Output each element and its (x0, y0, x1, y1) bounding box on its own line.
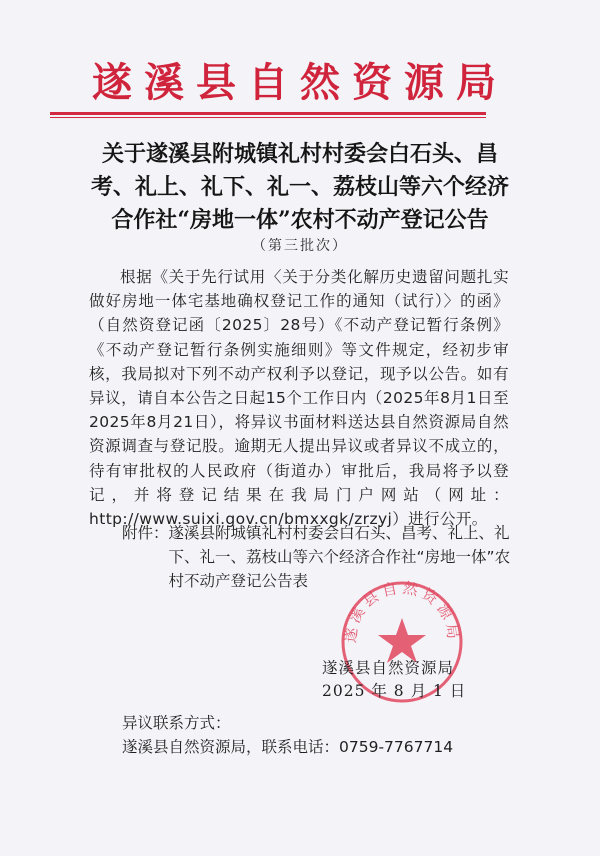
signature-date: 2025 年 8 月 1 日 (322, 682, 467, 700)
contact-label: 异议联系方式： (122, 714, 231, 732)
body-paragraph: 根据《关于先行试用〈关于分类化解历史遗留问题扎实做好房地一体宅基地确权登记工作的通知（试行）〉的函》（自然资登记函〔2025〕28号）《不动产登记暂行条例》《不动产登记暂行条例实施细则》等文件规定，经初步审核，我局拟对下列不动产权利予以登记，现予以公告。如有异议，请自本公告之日起15个工作日内（2025年8月1日至2025年8月21日），将异议书面材料送达县自然资源局自然资源调查与登记股。逾期无人提出异议或者异议不成立的，待有审批权的人民政府（街道办）审批后，我局将予以登记，并将登记结果在我局门户网站（网址：http://www.suixi.gov.cn/bmxxgk/zrzyj）进行公开。 (89, 268, 509, 529)
title-line-1: 关于遂溪县附城镇礼村村委会白石头、昌 (101, 141, 498, 167)
title-line-2: 考、礼上、礼下、礼一、荔枝山等六个经济 (90, 174, 509, 200)
contact-line: 遂溪县自然资源局，联系电话：0759-7767714 (122, 738, 454, 756)
letterhead-rule-thick (50, 112, 486, 115)
attachment-text: 遂溪县附城镇礼村村委会白石头、昌考、礼上、礼下、礼一、荔枝山等六个经济合作社“房地一体”农村不动产登记公告表 (168, 524, 511, 590)
attachment-label: 附件： (122, 524, 169, 542)
document-title (90, 138, 510, 237)
svg-text:遂溪县自然资源局: 遂溪县自然资源局 (341, 580, 463, 644)
letterhead-org-name: 遂溪县自然资源局 (92, 60, 508, 106)
title-line-3: 合作社“房地一体”农村不动产登记公告 (111, 207, 489, 233)
signature-org: 遂溪县自然资源局 (322, 659, 455, 677)
letterhead-rule-thin (50, 117, 486, 118)
batch-label: （第三批次） (252, 238, 348, 254)
